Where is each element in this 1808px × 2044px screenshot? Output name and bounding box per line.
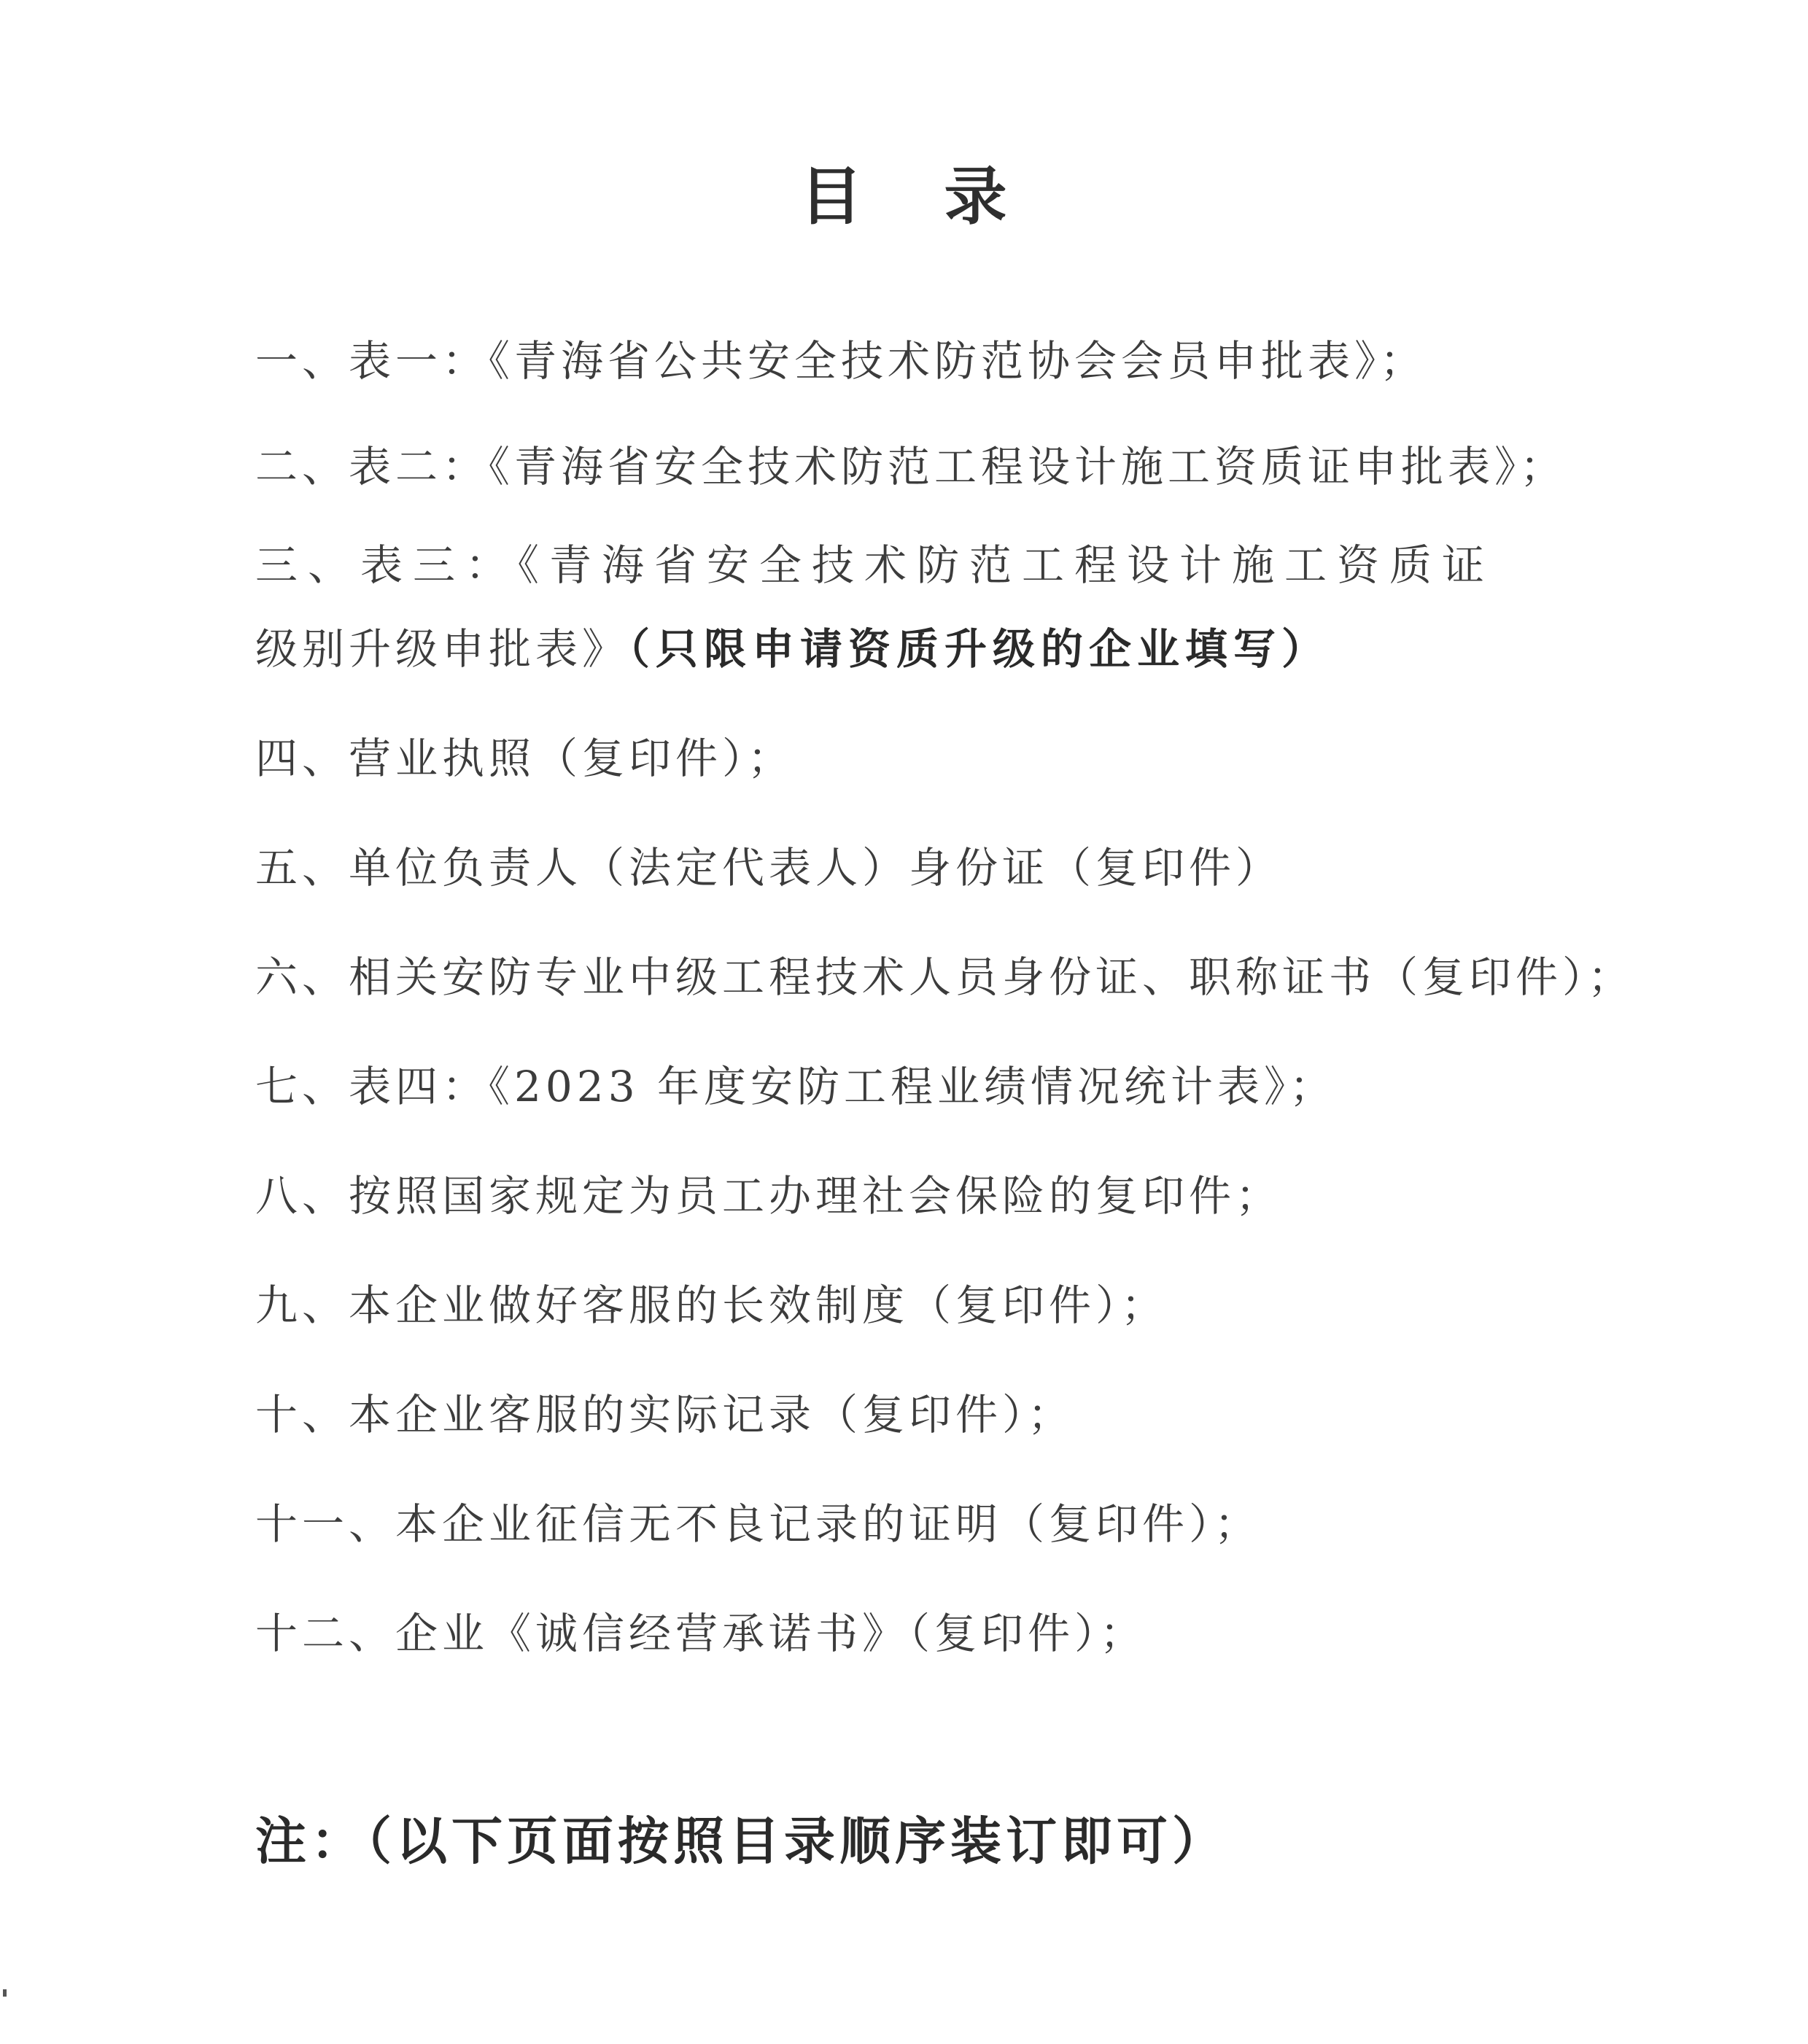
- page-title: [0, 146, 1808, 236]
- scan-edge-mark: [3, 1989, 7, 1997]
- list-item-1: 一、表一：《青海省公共安全技术防范协会会员申批表》；: [255, 336, 1427, 386]
- list-item-6: 六、相关安防专业中级工程技术人员身份证、职称证书（复印件）；: [255, 952, 1635, 1002]
- list-item-3-note: （只限申请资质升级的企业填写）: [629, 624, 1330, 674]
- list-item-12: 十二、企业《诚信经营承诺书》（复印件）；: [255, 1609, 1147, 1658]
- list-item-3-line-1: 三、表三：《青海省安全技术防范工程设计施工资质证: [255, 540, 1495, 590]
- title-char-2: 录: [944, 160, 1009, 233]
- list-item-11: 十一、本企业征信无不良记录的证明（复印件）；: [255, 1499, 1262, 1549]
- binding-note: 注：（以下页面按照目录顺序装订即可）: [255, 1811, 1227, 1871]
- list-item-8: 八、按照国家规定为员工办理社会保险的复印件；: [255, 1171, 1283, 1221]
- list-item-5: 五、单位负责人（法定代表人）身份证（复印件）: [255, 843, 1283, 893]
- list-item-3-line-2: [255, 620, 1330, 678]
- list-item-9: 九、本企业做好客服的长效制度（复印件）；: [255, 1281, 1168, 1330]
- title-char-1: 目: [799, 160, 864, 233]
- list-item-3-text: 级别升级申批表》: [255, 624, 629, 674]
- list-item-7: 七、表四：《2023 年度安防工程业绩情况统计表》；: [255, 1062, 1337, 1111]
- list-item-2: 二、表二：《青海省安全技术防范工程设计施工资质证申批表》；: [255, 442, 1567, 491]
- list-item-4: 四、营业执照（复印件）；: [255, 734, 795, 783]
- list-item-10: 十、本企业客服的实际记录（复印件）；: [255, 1390, 1075, 1439]
